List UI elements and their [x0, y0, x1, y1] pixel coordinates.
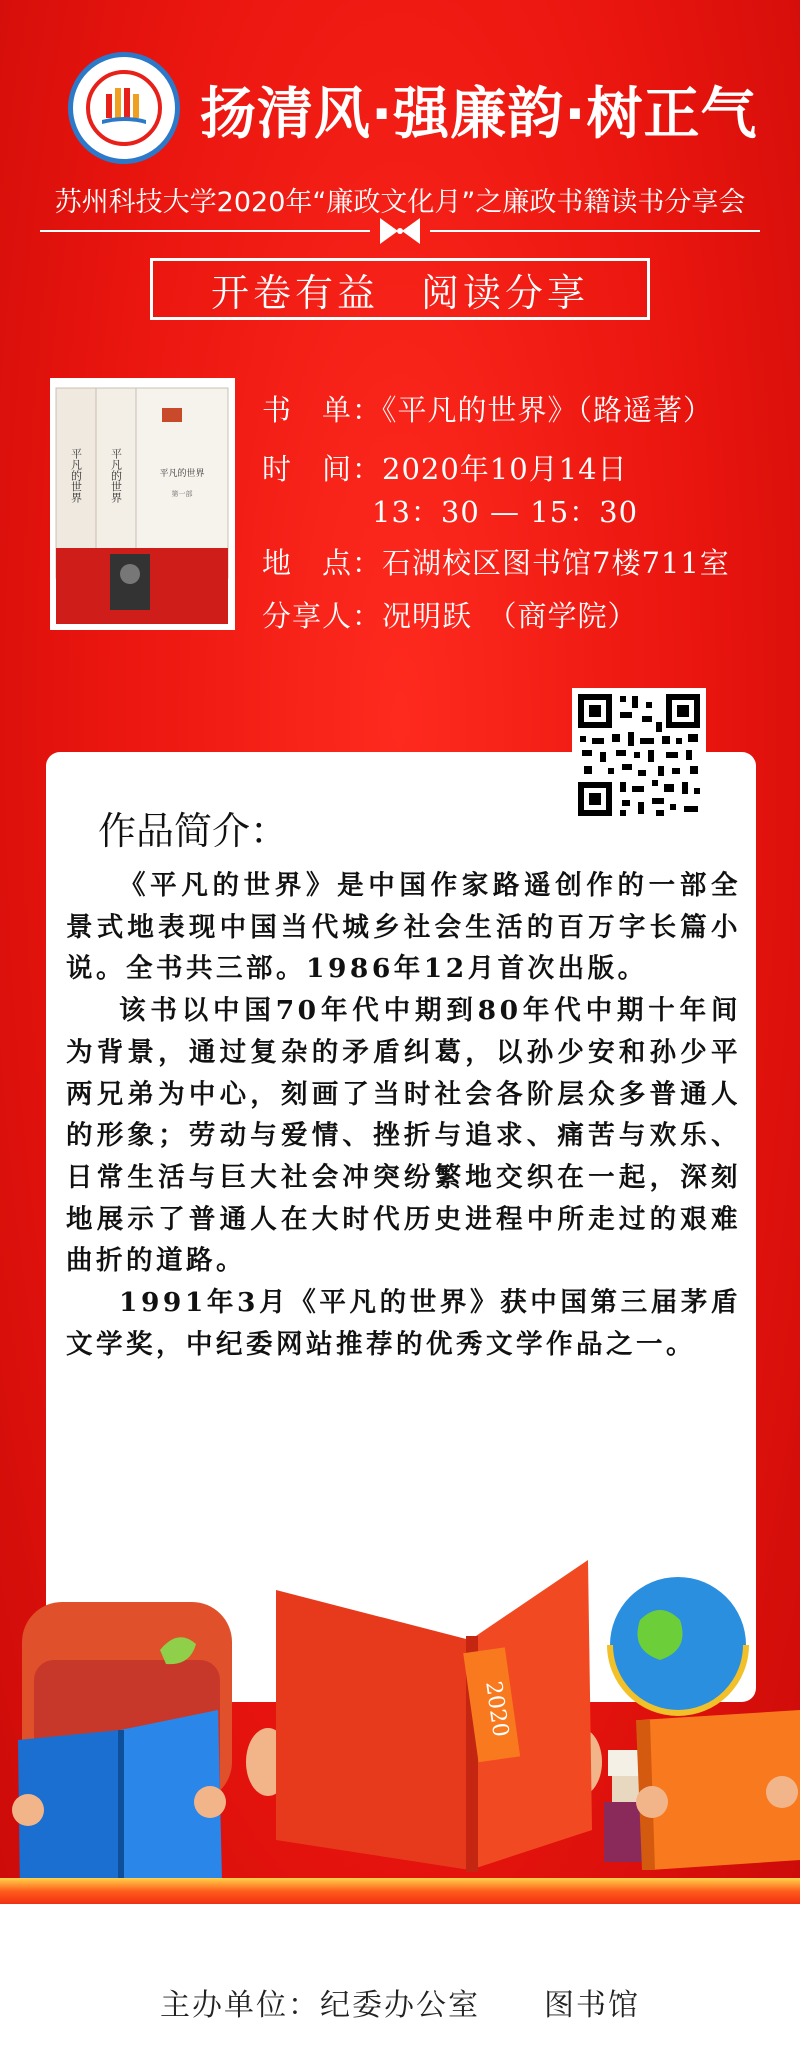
bow-icon [380, 216, 420, 246]
event-location: 地 点：石湖校区图书馆7楼711室 [262, 546, 730, 580]
slogan-title: 扬清风·强廉韵·树正气 [200, 82, 758, 147]
blue-book-icon [18, 1710, 222, 1896]
intro-paragraph: 《平凡的世界》是中国作家路遥创作的一部全景式地表现中国当代城乡社会生活的百万字长篇小说。全书共三部。1986年12月首次出版。 [66, 870, 741, 985]
organizers-text: 主办单位：纪委办公室 图书馆 [160, 1988, 640, 2023]
event-subtitle: 苏州科技大学2020年“廉政文化月”之廉政书籍读书分享会 [54, 187, 746, 218]
reading-illustration [0, 1540, 800, 1900]
red-book-2020-icon [276, 1560, 592, 1872]
qr-code[interactable] [572, 688, 706, 822]
intro-heading: 作品简介： [98, 809, 289, 853]
motto-text: 开卷有益 阅读分享 [210, 271, 589, 315]
svg-text:平凡的世界: 平凡的世界 [69, 448, 83, 503]
event-date: 时 间：2020年10月14日 [262, 452, 628, 486]
globe-icon [610, 1577, 746, 1713]
book-list: 书 单：《平凡的世界》（路遥著） [262, 393, 714, 427]
qr-code-icon [572, 688, 706, 822]
svg-text:第一部: 第一部 [171, 490, 193, 498]
university-logo [68, 52, 180, 164]
intro-body [66, 865, 741, 1365]
book-logo-icon [90, 74, 158, 142]
divider-left [40, 230, 370, 232]
book-box-illustration [50, 378, 235, 630]
intro-paragraph: 该书以中国70年代中期到80年代中期十年间为背景，通过复杂的矛盾纠葛，以孙少安和孙少平两兄弟为中心，刻画了当时社会各阶层众多普通人的形象；劳动与爱情、挫折与追求、痛苦与欢乐、日常生活与巨大社会冲突纷繁地交织在一起，深刻地展示了普通人在大时代历史进程中所走过的艰难曲折的道路。 [66, 995, 741, 1277]
svg-text:平凡的世界: 平凡的世界 [159, 469, 205, 479]
year-label: 2020 [480, 1679, 513, 1739]
event-speaker: 分享人：况明跃 （商学院） [262, 599, 638, 633]
logo-emblem [86, 70, 162, 146]
svg-text:平凡的世界: 平凡的世界 [109, 448, 123, 503]
intro-paragraph: 1991年3月《平凡的世界》获中国第三届茅盾文学奖，中纪委网站推荐的优秀文学作品之一。 [66, 1287, 741, 1360]
event-time: 13：30 — 15：30 [372, 495, 639, 529]
book-cover-image [50, 378, 235, 630]
divider-right [430, 230, 760, 232]
